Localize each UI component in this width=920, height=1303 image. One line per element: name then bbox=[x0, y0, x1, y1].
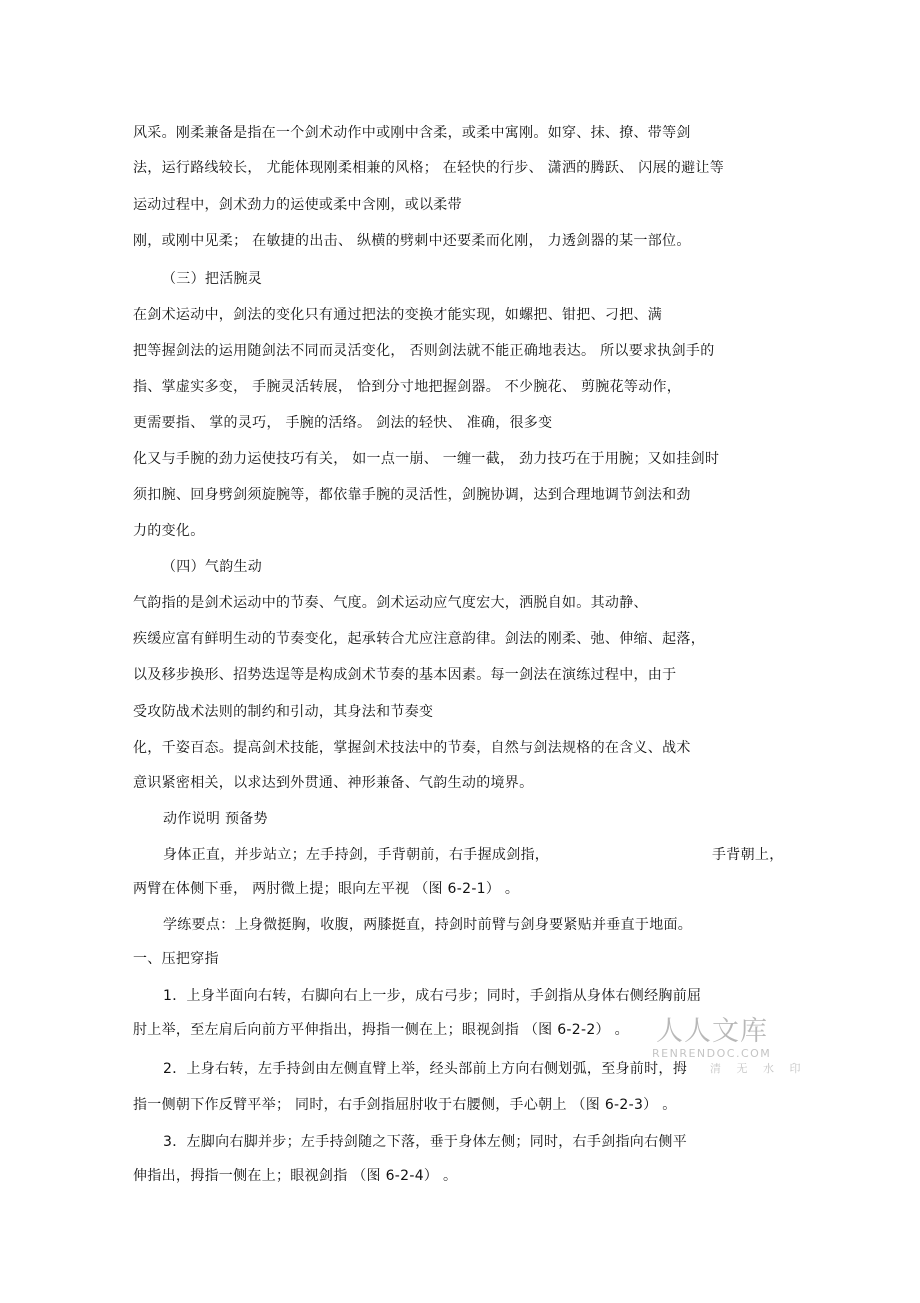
text-line: 指、掌虚实多变， 手腕灵活转展， 恰到分寸地把握剑器。 不少腕花、 剪腕花等动作， bbox=[133, 379, 682, 395]
watermark bbox=[652, 1016, 807, 1079]
text-line: 身体正直，并步站立；左手持剑，手背朝前，右手握成剑指， bbox=[163, 847, 550, 863]
text-line: 刚，或刚中见柔； 在敏捷的出击、 纵横的劈刺中还要柔而化刚， 力透剑器的某一部位。 bbox=[133, 233, 691, 249]
text-line: 化又与手腕的劲力运使技巧有关， 如一点一崩、 一缠一截， 劲力技巧在于用腕；又如挂剑时 bbox=[133, 451, 720, 467]
text-line: 手背朝上， bbox=[712, 847, 784, 863]
text-line: 把等握剑法的运用随剑法不同而灵活变化， 否则剑法就不能正确地表达。 所以要求执剑手的 bbox=[133, 343, 715, 359]
text-line: 须扣腕、回身劈剑须旋腕等，都依靠手腕的灵活性，剑腕协调，达到合理地调节剑法和劲 bbox=[133, 487, 691, 503]
text-line: 风采。刚柔兼备是指在一个剑术动作中或刚中含柔，或柔中寓刚。如穿、抹、撩、带等剑 bbox=[133, 125, 691, 141]
text-line: 以及移步换形、招势迭逞等是构成剑术节奏的基本因素。每一剑法在演练过程中，由于 bbox=[133, 667, 677, 683]
action-title: 动作说明 预备势 bbox=[163, 811, 268, 827]
watermark-subtitle: 清 无 水 印 bbox=[710, 1062, 807, 1075]
text-line: 两臂在体侧下垂， 两肘微上提；眼向左平视 （图 6-2-1） 。 bbox=[133, 881, 520, 897]
watermark-title: 人人文库 bbox=[656, 1016, 768, 1047]
text-line: 力的变化。 bbox=[133, 523, 205, 539]
text-line: 疾缓应富有鲜明生动的节奏变化，起承转合尤应注意韵律。剑法的刚柔、弛、伸缩、起落， bbox=[133, 631, 705, 647]
text-line: 法，运行路线较长， 尤能体现刚柔相兼的风格； 在轻快的行步、 潇洒的腾跃、 闪展的避让等 bbox=[133, 160, 724, 176]
text-line: 指一侧朝下作反臂平举； 同时，右手剑指屈肘收于右腰侧，手心朝上 （图 6-2-3） 。 bbox=[133, 1097, 677, 1113]
text-line: 肘上举，至左肩后向前方平伸指出，拇指一侧在上；眼视剑指 （图 6-2-2） 。 bbox=[133, 1022, 629, 1038]
text-line: 受攻防战术法则的制约和引动，其身法和节奏变 bbox=[133, 704, 434, 720]
section-heading: （三）把活腕灵 bbox=[162, 271, 263, 287]
text-line: 2．上身右转，左手持剑由左侧直臂上举，经头部前上方向右侧划弧，至身前时，拇 bbox=[163, 1061, 688, 1077]
text-line: 1．上身半面向右转，右脚向右上一步，成右弓步；同时，手剑指从身体右侧经胸前屈 bbox=[163, 988, 702, 1004]
text-line: 更需要指、 掌的灵巧， 手腕的活络。 剑法的轻快、 准确，很多变 bbox=[133, 415, 553, 431]
watermark-url: RENRENDOC.COM bbox=[652, 1047, 772, 1060]
section-heading: （四）气韵生动 bbox=[162, 559, 263, 575]
text-line: 气韵指的是剑术运动中的节奏、气度。剑术运动应气度宏大，洒脱自如。其动静、 bbox=[133, 595, 648, 611]
text-line: 在剑术运动中，剑法的变化只有通过把法的变换才能实现，如螺把、钳把、刁把、满 bbox=[133, 307, 663, 323]
text-line: 学练要点：上身微挺胸，收腹，两膝挺直，持剑时前臂与剑身要紧贴并垂直于地面。 bbox=[163, 917, 693, 933]
section-heading: 一、压把穿指 bbox=[133, 951, 219, 967]
text-line: 化，千姿百态。提高剑术技能，掌握剑术技法中的节奏，自然与剑法规格的在含义、战术 bbox=[133, 740, 691, 756]
text-line: 运动过程中，剑术劲力的运使或柔中含刚，或以柔带 bbox=[133, 197, 462, 213]
text-line: 意识紧密相关，以求达到外贯通、神形兼备、气韵生动的境界。 bbox=[133, 775, 534, 791]
text-line: 3．左脚向右脚并步；左手持剑随之下落，垂于身体左侧；同时，右手剑指向右侧平 bbox=[163, 1134, 688, 1150]
text-line: 伸指出，拇指一侧在上；眼视剑指 （图 6-2-4） 。 bbox=[133, 1168, 458, 1184]
